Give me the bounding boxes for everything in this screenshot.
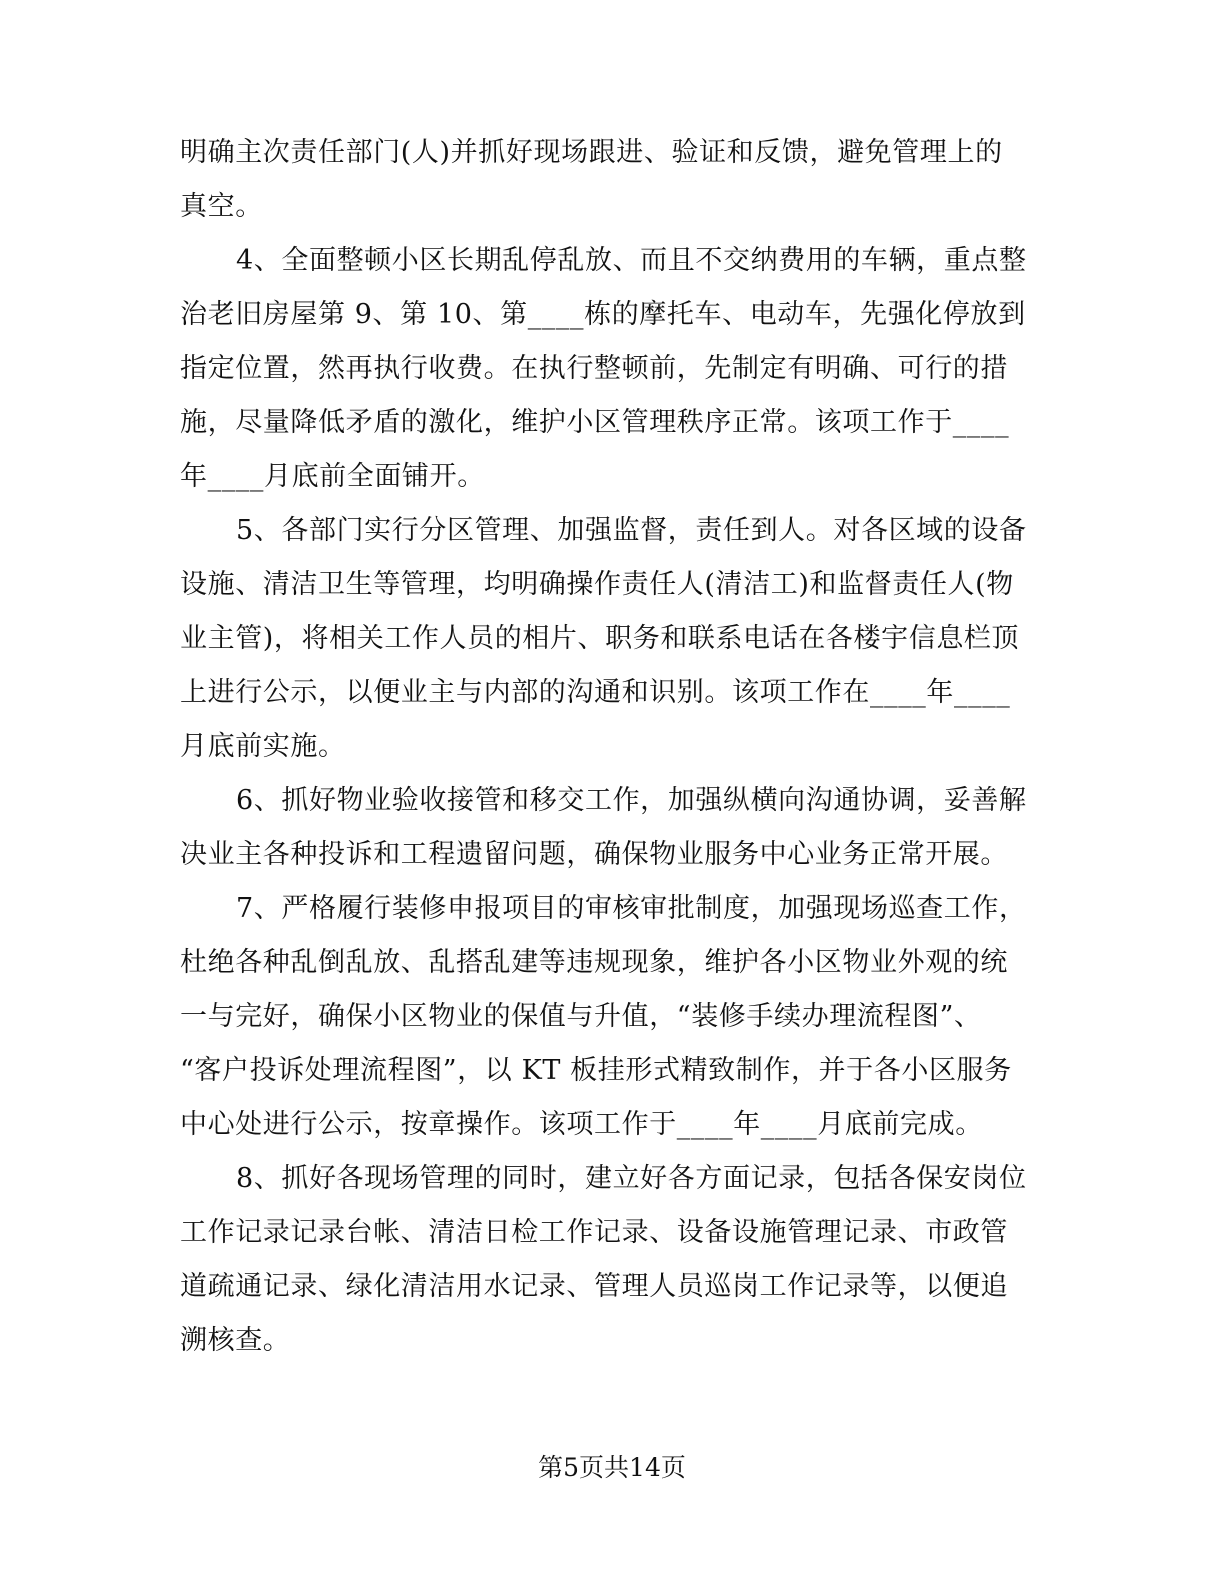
text-line: 施，尽量降低矛盾的激化，维护小区管理秩序正常。该项工作于____ — [180, 407, 1010, 438]
text-line: 决业主各种投诉和工程遗留问题，确保物业服务中心业务正常开展。 — [180, 839, 1008, 870]
document-body — [180, 126, 1036, 1368]
text-line: 上进行公示，以便业主与内部的沟通和识别。该项工作在____年____ — [180, 677, 1011, 708]
text-line: 明确主次责任部门(人)并抓好现场跟进、验证和反馈，避免管理上的 — [180, 137, 1003, 168]
text-line: “客户投诉处理流程图”，以 KT 板挂形式精致制作，并于各小区服务 — [180, 1055, 1012, 1086]
text-line: 中心处进行公示，按章操作。该项工作于____年____月底前完成。 — [180, 1109, 983, 1140]
text-line: 溯核查。 — [180, 1325, 291, 1356]
text-line: 业主管)，将相关工作人员的相片、职务和联系电话在各楼宇信息栏顶 — [180, 623, 1020, 654]
text-line: 指定位置，然再执行收费。在执行整顿前，先制定有明确、可行的措 — [180, 353, 1008, 384]
paragraph-7-start: 7、严格履行装修申报项目的审核审批制度，加强现场巡查工作， — [236, 893, 1027, 924]
text-line: 月底前实施。 — [180, 731, 346, 762]
text-line: 治老旧房屋第 9、第 10、第____栋的摩托车、电动车，先强化停放到 — [180, 299, 1026, 330]
text-line: 设施、清洁卫生等管理，均明确操作责任人(清洁工)和监督责任人(物 — [180, 569, 1014, 600]
page-number: 第5页共14页 — [538, 1453, 686, 1482]
paragraph-6-start: 6、抓好物业验收接管和移交工作，加强纵横向沟通协调，妥善解 — [236, 785, 1027, 816]
text-line: 真空。 — [180, 191, 263, 222]
text-line: 年____月底前全面铺开。 — [180, 461, 485, 492]
text-line: 工作记录记录台帐、清洁日检工作记录、设备设施管理记录、市政管 — [180, 1217, 1008, 1248]
text-line: 杜绝各种乱倒乱放、乱搭乱建等违规现象，维护各小区物业外观的统 — [180, 947, 1008, 978]
paragraph-8-start: 8、抓好各现场管理的同时，建立好各方面记录，包括各保安岗位 — [236, 1163, 1027, 1194]
text-line: 道疏通记录、绿化清洁用水记录、管理人员巡岗工作记录等，以便追 — [180, 1271, 1008, 1302]
text-line: 一与完好，确保小区物业的保值与升值，“装修手续办理流程图”、 — [180, 1001, 982, 1032]
paragraph-5-start: 5、各部门实行分区管理、加强监督，责任到人。对各区域的设备 — [236, 515, 1027, 546]
paragraph-4-start: 4、全面整顿小区长期乱停乱放、而且不交纳费用的车辆，重点整 — [236, 245, 1027, 276]
